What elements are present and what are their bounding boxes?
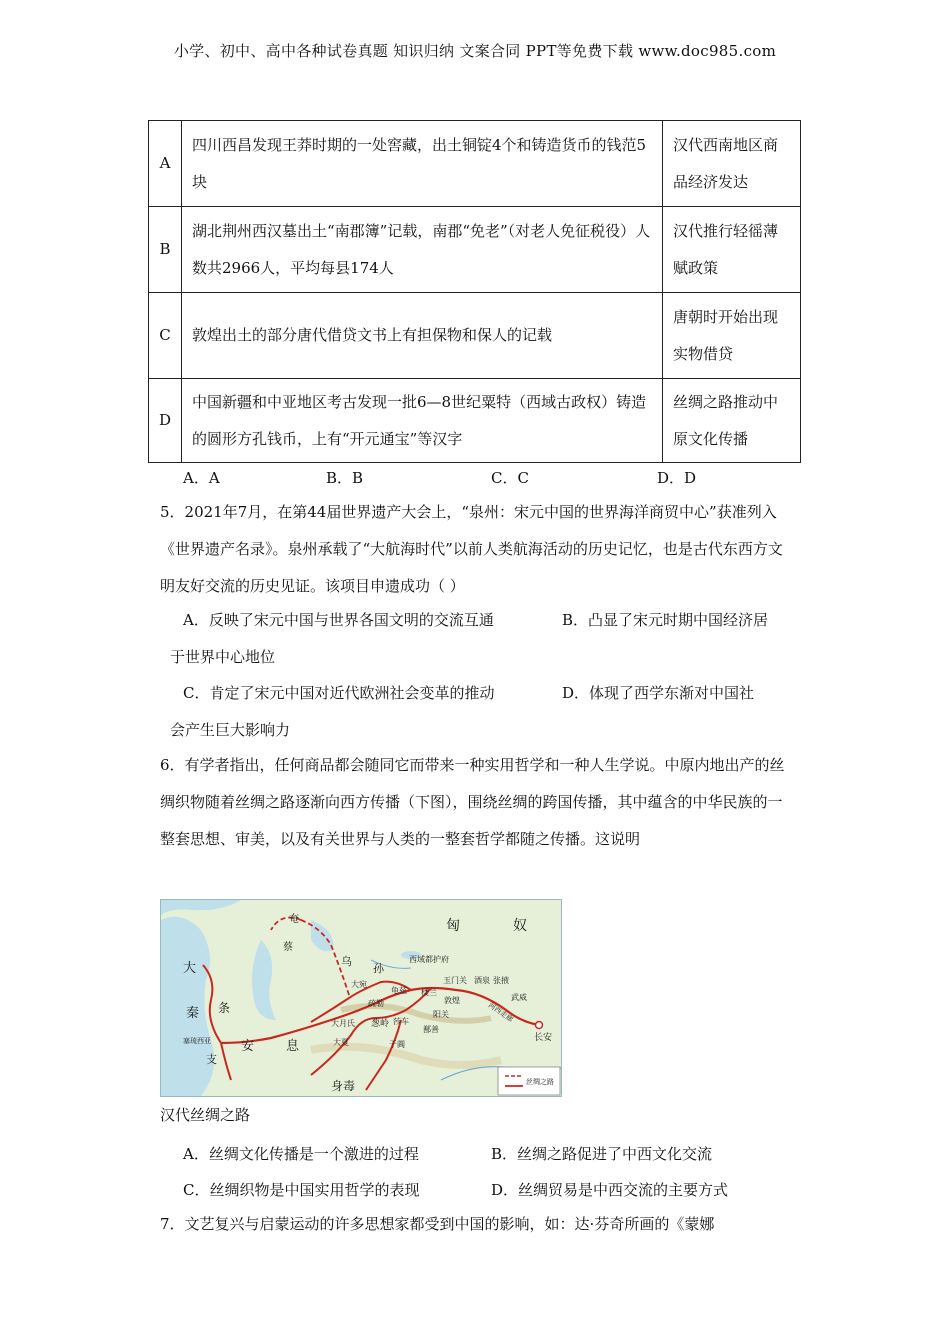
row-description: 湖北荆州西汉墓出土“南郡簿”记载，南郡“免老”（对老人免征税役）人数共2966人，平均每县174人	[182, 207, 663, 293]
map-label-qiuci: 龟兹	[391, 986, 407, 995]
q7-stem: 7．文艺复兴与启蒙运动的许多思想家都受到中国的影响，如：达·芬奇所画的《蒙娜	[160, 1215, 715, 1233]
map-legend-label: 丝绸之路	[526, 1078, 554, 1086]
row-description: 敦煌出土的部分唐代借贷文书上有担保物和保人的记载	[182, 293, 663, 379]
q5-option-b-cont: 于世界中心地位	[170, 648, 276, 666]
q4-option-a: A．A	[183, 469, 220, 487]
map-label-dayuezhi: 大月氏	[331, 1019, 355, 1028]
q6-option-d: D．丝绸贸易是中西交流的主要方式	[491, 1181, 729, 1199]
q5-option-a: A．反映了宋元中国与世界各国文明的交流互通	[183, 611, 494, 629]
row-conclusion: 唐朝时开始出现实物借贷	[663, 293, 801, 379]
q6-option-c: C．丝绸织物是中国实用哲学的表现	[183, 1181, 420, 1199]
map-label-da: 大	[183, 961, 197, 976]
row-description: 四川西昌发现王莽时期的一处窖藏，出土铜锭4个和铸造货币的钱范5块	[182, 121, 663, 207]
q6-stem: 6．有学者指出，任何商品都会随同它而带来一种实用哲学和一种人生学说。中原内地出产的丝绸织物随着丝绸之路逐渐向西方传播（下图），围绕丝绸的跨国传播，其中蕴含的中华民族的一整套思想、审美，以及有关世界与人类的一整套哲学都随之传播。这说明	[160, 756, 785, 848]
row-letter: A	[149, 121, 182, 207]
silk-road-map	[160, 899, 562, 1097]
table-row	[149, 207, 801, 293]
map-label-wusun-2: 孙	[373, 962, 384, 975]
question-4-table	[148, 120, 801, 463]
map-label-congling: 葱岭	[371, 1019, 390, 1029]
table-row	[149, 379, 801, 463]
map-label-wuwei: 武威	[511, 993, 527, 1002]
map-label-khotan: 于阗	[389, 1040, 405, 1049]
map-label-anxi-1: 安	[241, 1039, 255, 1054]
map-label-tiao: 条	[218, 1001, 231, 1015]
map-label-daxia: 大夏	[333, 1038, 349, 1047]
map-label-hexi: 河西走廊	[486, 1001, 515, 1024]
q4-option-b: B．B	[326, 469, 364, 487]
map-label-yumen: 玉门关	[443, 976, 467, 985]
row-conclusion: 汉代推行轻徭薄赋政策	[663, 207, 801, 293]
q4-option-d: D．D	[657, 469, 697, 487]
row-letter: B	[149, 207, 182, 293]
table-row	[149, 293, 801, 379]
map-label-shendu: 身毒	[331, 1079, 356, 1093]
map-label-qin: 秦	[186, 1006, 200, 1021]
map-label-yangguan: 阳关	[433, 1010, 449, 1019]
map-label-xiongnu-1: 匈	[446, 918, 460, 934]
map-label-yan: 奄	[289, 914, 299, 925]
map-label-yarkand: 莎车	[393, 1017, 409, 1026]
row-letter: C	[149, 293, 182, 379]
map-label-jiuquan: 酒泉	[474, 976, 490, 985]
q5-option-d: D．体现了西学东渐对中国社	[562, 684, 755, 702]
map-caption: 汉代丝绸之路	[160, 1106, 251, 1124]
q5-option-c: C．肯定了宋元中国对近代欧洲社会变革的推动	[183, 684, 495, 702]
q5-option-d-cont: 会产生巨大影响力	[170, 721, 291, 739]
map-label-changan: 长安	[534, 1033, 553, 1043]
map-label-shanshan: 鄯善	[423, 1025, 439, 1034]
map-label-cai: 蔡	[283, 942, 293, 953]
map-label-dawan: 大宛	[351, 980, 367, 989]
map-label-dunhuang: 敦煌	[444, 996, 460, 1005]
map-label-shule: 疏勒	[368, 999, 384, 1008]
map-label-zhi: 支	[206, 1053, 217, 1066]
q6-option-a: A．丝绸文化传播是一个激进的过程	[183, 1145, 419, 1163]
q4-option-c: C．C	[491, 469, 529, 487]
q6-option-b: B．丝绸之路促进了中西文化交流	[491, 1145, 713, 1163]
q5-option-b: B．凸显了宋元时期中国经济居	[562, 611, 769, 629]
map-label-zhangye: 张掖	[493, 976, 509, 985]
q5-stem: 5．2021年7月，在第44届世界遗产大会上，“泉州：宋元中国的世界海洋商贸中心”获准列入《世界遗产名录》。泉州承载了“大航海时代”以前人类航海活动的历史记忆，也是古代东西方文明友好交流的历史见证。该项目申遗成功（ ）	[160, 503, 783, 595]
map-label-wusun-1: 乌	[341, 955, 352, 968]
row-conclusion: 丝绸之路推动中原文化传播	[663, 379, 801, 463]
row-conclusion: 汉代西南地区商品经济发达	[663, 121, 801, 207]
row-letter: D	[149, 379, 182, 463]
map-label-anxi-2: 息	[286, 1039, 300, 1054]
map-label-duhu: 西域都护府	[409, 955, 449, 964]
table-row	[149, 121, 801, 207]
page-header: 小学、初中、高中各种试卷真题 知识归纳 文案合同 PPT等免费下载 www.doc985.com	[173, 42, 777, 60]
map-label-loulan: 楼兰	[421, 988, 437, 997]
map-label-xiongnu-2: 奴	[513, 918, 527, 934]
map-label-seleucia: 塞琉西亚	[183, 1037, 211, 1045]
row-description: 中国新疆和中亚地区考古发现一批6—8世纪粟特（西域古政权）铸造的圆形方孔钱币，上有“开元通宝”等汉字	[182, 379, 663, 463]
